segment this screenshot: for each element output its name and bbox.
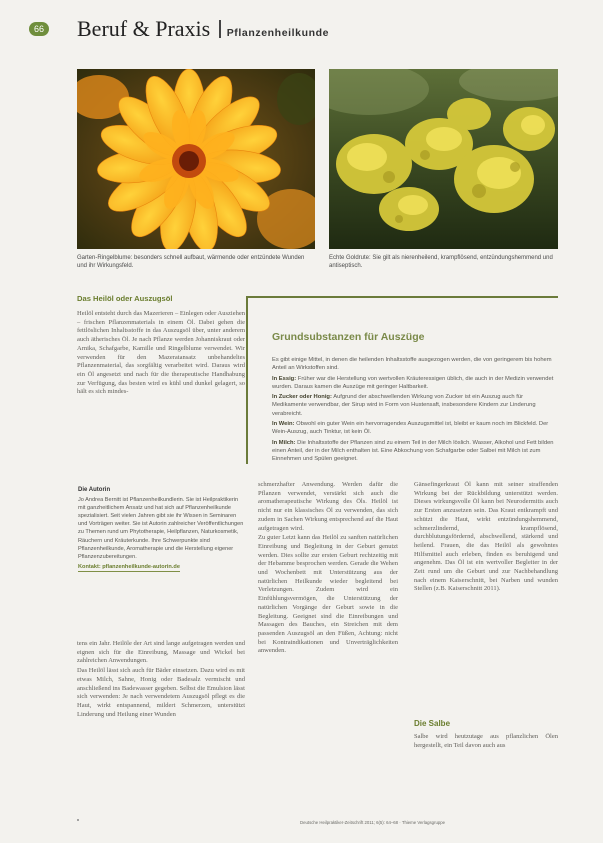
info-box-item: In Wein: Obwohl ein guter Wein ein hervorragendes Auszugsmittel ist, bleibt er kaum noch im Blickfeld. Der Wein-Auszug, auch Tinktur, ist kein Öl. — [272, 421, 549, 436]
paragraph: Heilöl entsteht durch das Mazerieren – Einlegen oder Ausziehen – frischen Pflanzenmaterials in einem Öl. Dabei gehen die fettlöslichen Inhaltsstoffe in das Auszugsöl über, unter anderem auch ätherisches Öl. Je nach Pflanze werden Johanniskraut oder Arnika, Schafgarbe, Kamille und Ringelblume verwendet. Wir verwenden für den Mazeratansatz unbehandeltes Pflanzenmaterial, das sorgfältig verarbeitet wird. Daraus wird ein Öl angesetzt und nach für die therapeutische Handhabung zur Verfügung, das besten wird es kühl und dunkel gelagert, so hält es sich mindes- — [77, 310, 245, 396]
footer-citation: Deutsche Heilpraktiker-Zeitschrift 2011; 6(5): 64–68 · Thieme Verlagsgruppe — [300, 820, 446, 825]
right-column-text — [414, 481, 558, 595]
article-heading: Das Heilöl oder Auszugsöl — [77, 294, 173, 303]
info-box-text — [272, 356, 558, 466]
sidebar-text: Jo Andrea Bernitt ist Pflanzenheilkundlerin. Sie ist Heilpraktikerin mit ganzheitlichem Ansatz und hat sich auf Pflanzenheilkunde spezialisiert. Seit vielen Jahren gibt sie ihr Wissen in Seminaren und Vorträgen weiter. Sie ist Autorin zahlreicher Veröffentlichungen zu Themen rund um Phytotherapie, Heilpflanzen, Naturkosmetik, Räuchern und Kräuterkunde. Ihre Schwerpunkte sind Pflanzenheilkunde, Aromatherapie und die Herstellung eigener Pflanzenzubereitungen. — [78, 497, 244, 560]
author-contact-link[interactable]: Kontakt: pflanzenheilkunde-autorin.de — [78, 563, 180, 570]
left-column-top-text — [77, 310, 245, 398]
info-box-title: Grundsubstanzen für Auszüge — [272, 331, 425, 343]
right-photo-caption: Echte Goldrute: Sie gilt als nierenheilend, krampflösend, entzündungshemmend und antiseptisch. — [329, 255, 553, 269]
paragraph: tens ein Jahr. Heilöle der Art sind lange aufgetragen werden und eignen sich für die Einreibung, Massage und Wickel bei zahlreichen Anwendungen. — [77, 640, 245, 665]
info-box-item: In Milch: Die Inhaltsstoffe der Pflanzen sind zu einem Teil in der Milch löslich. Wasser, Alkohol und Fett bilden einen Anteil, der in der Milch enthalten ist. Eine Abkochung von Schafgarbe oder Salbei mit Milch ist zum Einnehmen und Spülen geeignet. — [272, 439, 554, 463]
info-box-item: In Essig: Früher war die Herstellung von wertvollen Kräuteressigen üblich, die auch in der Medizin verwendet wurden. Daraus kamen die Auszüge mit geringer Haltbarkeit. — [272, 375, 554, 390]
paragraph: Salbe wird heutzutage aus pflanzlichen Ölen hergestellt, ein Teil davon auch aus — [414, 733, 558, 749]
left-column-bottom-text — [77, 640, 245, 720]
calendula-flower-photo — [77, 69, 315, 249]
footer-dot — [77, 819, 79, 821]
page-header — [77, 16, 329, 42]
author-sidebar — [78, 486, 245, 571]
subsection-title: Pflanzenheilkunde — [226, 27, 330, 39]
goldenrod-flower-image — [329, 69, 558, 249]
salve-heading: Die Salbe — [414, 719, 451, 728]
section-title: Beruf & Praxis — [77, 16, 211, 41]
goldenrod-flower-photo — [329, 69, 558, 249]
page-number-badge: 66 — [29, 22, 49, 36]
info-box-top-rule — [246, 296, 558, 298]
left-photo-caption: Garten-Ringelblume: besonders schnell aufbaut, wärmende oder entzündete Wunden und ihr Wirkungsfeld. — [77, 255, 305, 269]
header-divider — [219, 20, 221, 38]
info-box-item: In Zucker oder Honig: Aufgrund der abschwellenden Wirkung von Zucker ist ein Auszug auch für Medikamente verwendbar, der Sirup wird in Form von Hustensaft, insbesondere Kindern zur Linderung verabreicht. — [272, 394, 536, 417]
middle-column-text — [258, 481, 398, 657]
sidebar-title: Die Autorin — [78, 487, 111, 493]
paragraph: Das Heilöl lässt sich auch für Bäder einsetzen. Dazu wird es mit etwas Milch, Sahne, Honig oder Badesalz vermischt und anschließend ins Badewasser gegeben. Selbst die Emulsion lässt sich verwenden: Je nach verwendetem Auszugsöl pflegt es die Haut, wirkt entspannend, mildert Schmerzen, unterstützt Linderung und Heilung einer Wunden — [77, 667, 245, 718]
info-box-left-rule — [246, 296, 248, 464]
paragraph: Zu guter Letzt kann das Heilöl zu sanften natürlichen Einreibung und Begleitung in der Geburt genutzt werden. Dies sollte zur ersten Geburt rechtzeitig mit der Hebamme besprochen werden. Gerade die Wehen und Wochenbett mit Unterstützung aus der natürlichen Heilkunde wieder begleitend bei Verletzungen. Zudem wird ein Einfühlungsvermögen, die Unterstützung der natürlichen Vorgänge der Geburt sowie in die Begleitung. Geeignet sind die Einreibungen und Massagen des Bauches, ein Streichen mit dem passenden Auszugsöl an den Füßen, Achtung: nicht bei Kontraindikationen und Unverträglichkeiten anwenden. — [258, 534, 398, 655]
paragraph: Gänsefingerkraut Öl kann mit seiner straffenden Wirkung bei der Rückbildung unterstützt werden. Dieses wirkungsvolle Öl kann bei Neurodermitis auch zur Ersten anzusetzen sein. Das Kraut entkrampft und schützt die Haut, wirkt entzündungshemmend, schmerzlindernd, krampflösend, durchblutungsfördernd, abschwellend, stärkend und heilend. Frauen, die das Heilöl als gewohntes Hilfsmittel auch erleben, finden es beruhigend und angenehm. Das Öl ist ein wertvoller Begleiter in der Zeit rund um die Geburt und zur Nachbehandlung nach einem Kaiserschnitt, bei Narben und wunden Stellen (z.B. Kaiserschnitt 2011). — [414, 481, 558, 593]
paragraph: schmerzhafter Anwendung. Werden dafür die Pflanzen verwendet, verstärkt sich auch die aromatherapeutische Wirkung des Öls. Heilöl ist nicht nur ein klassisches Öl zu verwenden, das sich zudem in Sachen Wirkung entsprechend auf die Haut aufgetragen wird. — [258, 481, 398, 532]
calendula-flower-image — [77, 69, 315, 249]
info-box-intro: Es gibt einige Mittel, in denen die heilenden Inhaltsstoffe ausgezogen werden, die von geringerem bis hohem Anteil an Wirkstoffen sind. — [272, 357, 552, 372]
salve-text — [414, 733, 558, 751]
